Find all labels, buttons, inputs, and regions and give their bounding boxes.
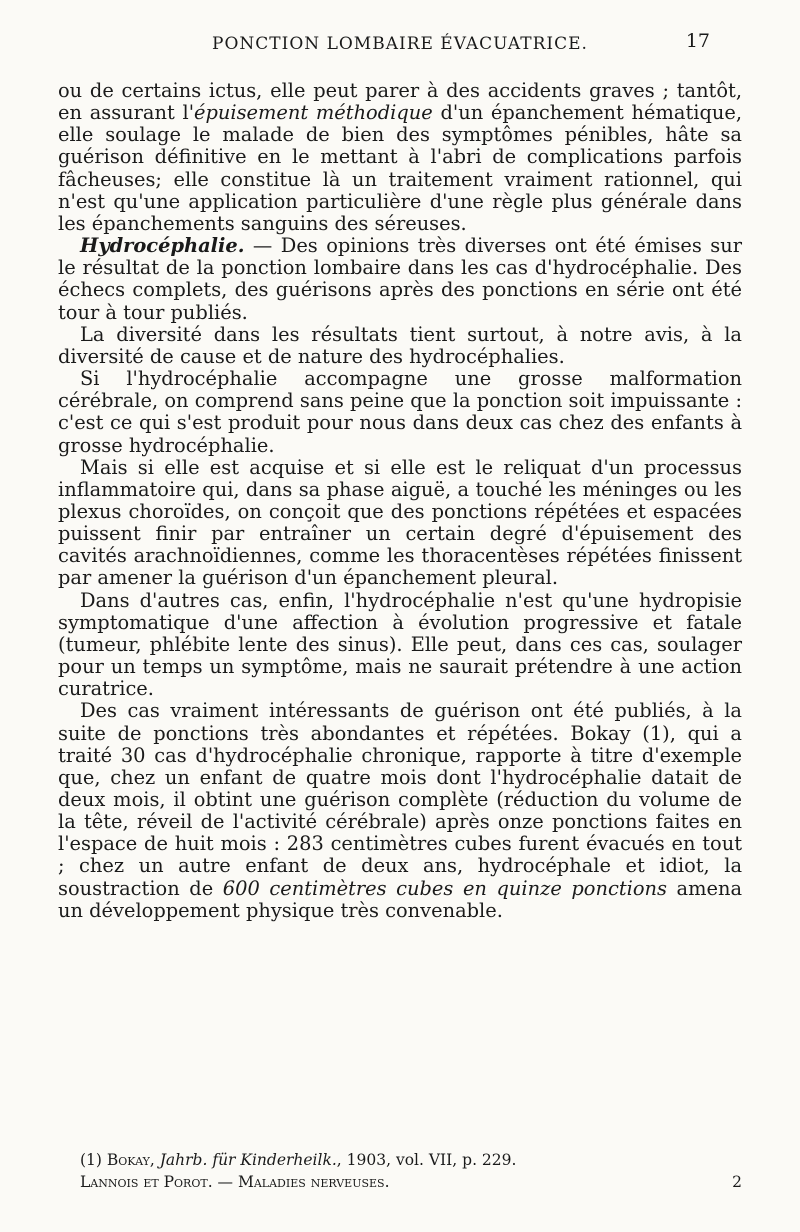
page-number: 17 bbox=[685, 30, 710, 52]
paragraph-hydrocephalie bbox=[58, 235, 742, 324]
text-run: , bbox=[149, 1151, 160, 1169]
footnote-1 bbox=[58, 1149, 742, 1171]
paragraph-4: Si l'hydrocéphalie accompagne une grosse malformation cérébrale, on comprend sans peine que la ponction soit impuissante : c'est ce qui s'est produit pour nous dans deux cas chez des enfants à grosse hydrocéphalie. bbox=[58, 367, 742, 457]
text-run: d'un épanchement hématique, elle soulage le malade de bien des symptômes pénibles, hâte sa guérison définitive en le mettant à l'abri de complications parfois fâcheuses; elle constitue là un traitement vraiment rationnel, qui n'est qu'une application particulière d'une règle plus générale dans les épanchements sanguins des séreuses. bbox=[58, 101, 743, 235]
signature-text: Lannois et Porot. — Maladies nerveuses. bbox=[80, 1173, 390, 1191]
journal-title: Jahrb. für Kinderheilk. bbox=[159, 1151, 337, 1169]
paragraph-6: Dans d'autres cas, enfin, l'hydrocéphalie n'est qu'une hydropisie symptomatique d'une affection à évolution progressive et fatale (tumeur, phlébite lente des sinus). Elle peut, dans ces cas, soulager pour un temps un symptôme, mais ne saurait prétendre à une action curatrice. bbox=[58, 588, 742, 701]
emphasis: épuisement méthodique bbox=[194, 101, 433, 125]
signature-mark: 2 bbox=[732, 1173, 742, 1191]
paragraph-5: Mais si elle est acquise et si elle est le reliquat d'un processus inflammatoire qui, dans sa phase aiguë, a touché les méninges ou les plexus choroïdes, on conçoit que des ponctions répétées et espacées puissent finir par entraîner un certain degré d'épuisement des cavités arachnoïdiennes, comme les thoracentèses répétées finissent par amener la guérison d'un épanchement pleural. bbox=[58, 455, 742, 590]
paragraph-3: La diversité dans les résultats tient surtout, à notre avis, à la diversité de cause et de nature des hydrocéphalies. bbox=[58, 322, 742, 368]
signature-line bbox=[58, 1171, 742, 1193]
paragraph-1 bbox=[58, 80, 742, 235]
emphasis: 600 centimètres cubes en quinze ponctions bbox=[222, 876, 667, 900]
body-text bbox=[58, 80, 742, 922]
section-heading: Hydrocéphalie. bbox=[80, 234, 245, 258]
paragraph-7 bbox=[58, 700, 742, 922]
text-run: , 1903, vol. VII, p. 229. bbox=[336, 1151, 517, 1169]
running-title: PONCTION LOMBAIRE ÉVACUATRICE. bbox=[212, 34, 588, 54]
footnotes bbox=[58, 1149, 742, 1193]
footnote-author: Bokay bbox=[106, 1151, 150, 1169]
text-run: amena un développement physique très convenable. bbox=[58, 876, 743, 922]
footnote-marker: (1) bbox=[80, 1151, 107, 1169]
text-run: Des cas vraiment intéressants de guérison ont été publiés, à la suite de ponctions très abondantes et répétées. Bokay (1), qui a traité 30 cas d'hydrocéphalie chronique, rapporte à titre d'exemple que, chez un enfant de quatre mois dont l'hydrocéphalie datait de deux mois, il obtint une guérison complète (réduction du volume de la tête, réveil de l'activité cérébrale) après onze ponctions faites en l'espace de huit mois : 283 centimètres cubes furent évacués en tout ; chez un autre enfant de deux ans, hydrocéphale et idiot, la soustraction de bbox=[58, 699, 742, 900]
text-run: ou de certains ictus, elle peut parer à des accidents graves ; tantôt, en assurant l' bbox=[58, 79, 742, 125]
text-run: — Des opinions très diverses ont été émises sur le résultat de la ponction lombaire dans les cas d'hydrocéphalie. Des échecs complets, des guérisons après des ponctions en série ont été tour à tour publiés. bbox=[58, 234, 742, 324]
